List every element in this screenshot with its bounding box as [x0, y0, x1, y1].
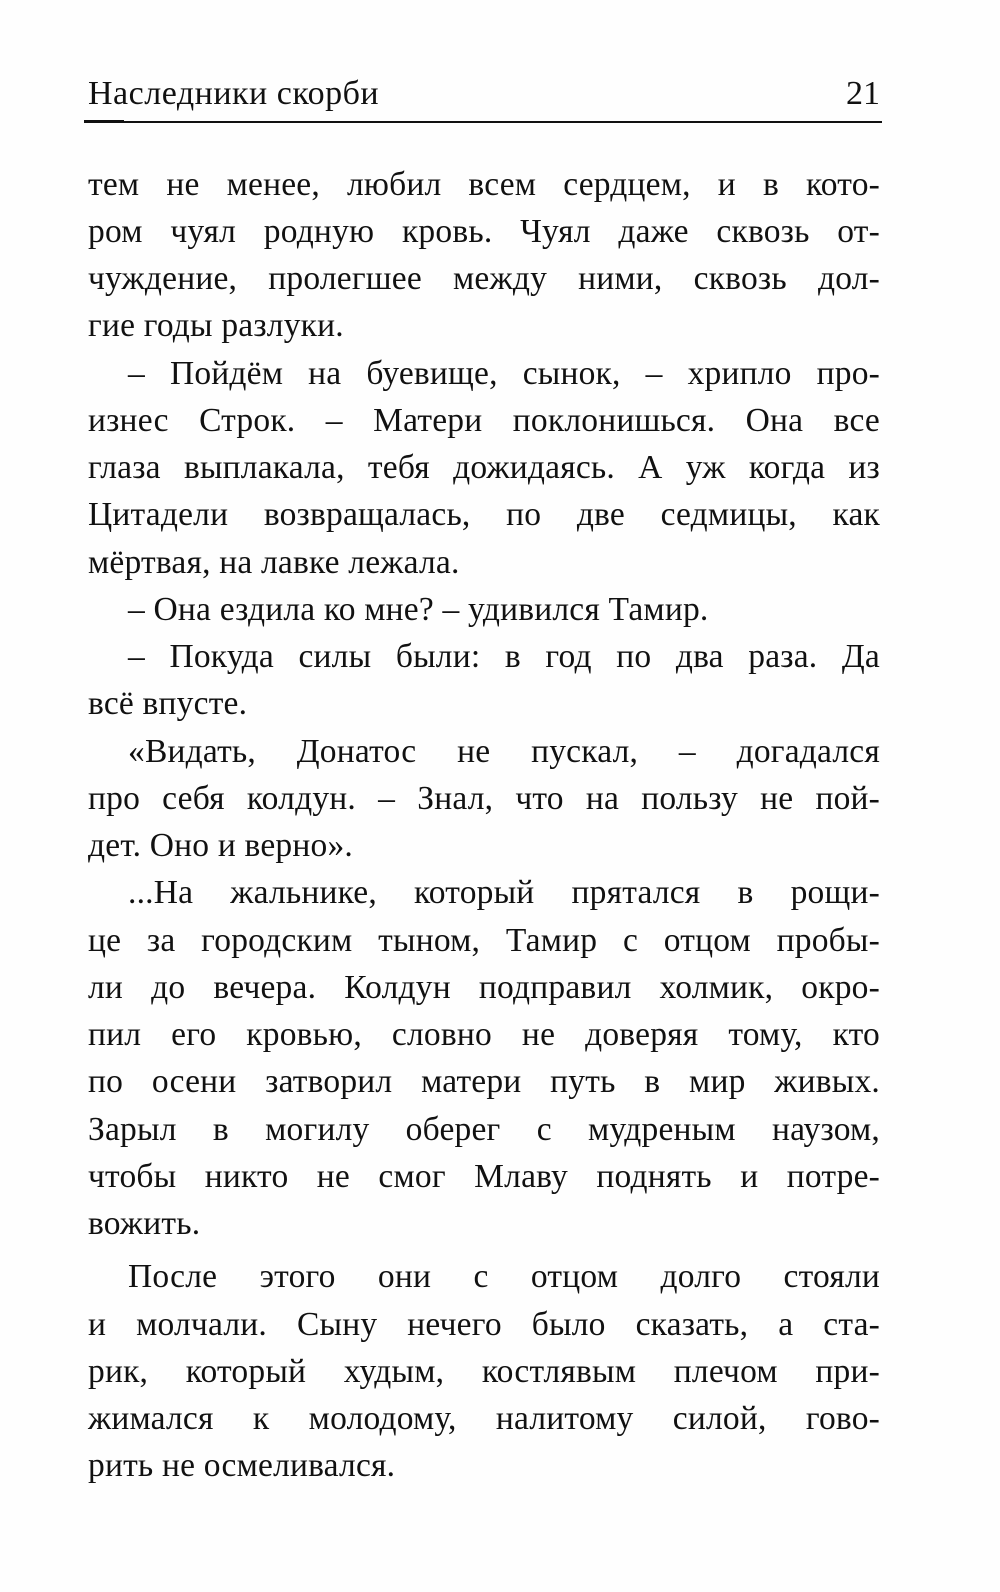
text-line-content: мёртвая, на лавке лежала.	[88, 544, 460, 581]
text-line	[88, 1446, 880, 1486]
text-line-content: Цитадели возвращалась, по две седмицы, как	[88, 496, 880, 533]
text-line-content: – Она ездила ко мне? – удивился Тамир.	[128, 591, 709, 628]
text-line-content: – Пойдём на буевище, сынок, – хрипло про-	[128, 355, 880, 392]
text-line	[88, 543, 880, 583]
text-line-content: рить не осмеливался.	[88, 1447, 396, 1484]
text-line-content: гие годы разлуки.	[88, 307, 344, 344]
text-line-content: – Покуда силы были: в год по два раза. Да	[128, 638, 880, 675]
text-line-content: чуждение, пролегшее между ними, сквозь дол-	[88, 260, 880, 297]
text-line	[88, 968, 880, 1008]
text-line-content: чтобы никто не смог Млаву поднять и потре-	[88, 1158, 880, 1195]
text-line	[88, 826, 880, 866]
header-rule	[84, 121, 882, 123]
running-head	[88, 74, 880, 114]
text-line	[88, 495, 880, 535]
text-line-content: про себя колдун. – Знал, что на пользу не пой-	[88, 780, 880, 817]
text-line-content: ром чуял родную кровь. Чуял даже сквозь от-	[88, 213, 880, 250]
text-line	[128, 354, 880, 394]
text-line	[128, 637, 880, 677]
text-line-content: всё впусте.	[88, 685, 248, 722]
text-line-content: и молчали. Сыну нечего было сказать, а ста-	[88, 1306, 880, 1343]
text-line	[88, 1204, 880, 1244]
text-line	[88, 1399, 880, 1439]
text-line	[128, 873, 880, 913]
text-line	[88, 1352, 880, 1392]
page-number: 21	[846, 75, 880, 112]
text-line	[88, 401, 880, 441]
text-line-content: тем не менее, любил всем сердцем, и в кото-	[88, 166, 880, 203]
text-line	[88, 684, 880, 724]
text-line-content: «Видать, Донатос не пускал, – догадался	[128, 733, 880, 770]
text-line	[88, 779, 880, 819]
text-line-content: глаза выплакала, тебя дожидаясь. А уж когда из	[88, 449, 880, 486]
text-line-content: пил его кровью, словно не доверяя тому, кто	[88, 1016, 880, 1053]
text-line	[128, 1257, 880, 1297]
text-line	[88, 1015, 880, 1055]
text-line	[88, 448, 880, 488]
text-line	[88, 1110, 880, 1150]
text-line	[88, 165, 880, 205]
text-line	[88, 259, 880, 299]
text-line-content: вожить.	[88, 1205, 201, 1242]
text-line	[88, 1305, 880, 1345]
text-line-content: После этого они с отцом долго стояли	[128, 1258, 880, 1295]
text-line-content: по осени затворил матери путь в мир живых.	[88, 1063, 880, 1100]
text-line-content: жимался к молодому, налитому силой, гово-	[88, 1400, 880, 1437]
text-line-content: дет. Оно и верно».	[88, 827, 353, 864]
text-line-content: це за городским тыном, Тамир с отцом пробы-	[88, 922, 880, 959]
text-line	[88, 1157, 880, 1197]
text-line-content: изнес Строк. – Матери поклонишься. Она все	[88, 402, 880, 439]
text-line	[88, 921, 880, 961]
text-line-content: рик, который худым, костлявым плечом при-	[88, 1353, 880, 1390]
text-line	[128, 590, 880, 630]
text-line	[88, 306, 880, 346]
text-line-content: ли до вечера. Колдун подправил холмик, окро-	[88, 969, 880, 1006]
text-line-content: Зарыл в могилу оберег с мудреным наузом,	[88, 1111, 880, 1148]
book-title: Наследники скорби	[88, 75, 380, 112]
text-line-content: ...На жальнике, который прятался в рощи-	[128, 874, 880, 911]
text-line	[88, 1062, 880, 1102]
text-line	[128, 732, 880, 772]
text-line	[88, 212, 880, 252]
